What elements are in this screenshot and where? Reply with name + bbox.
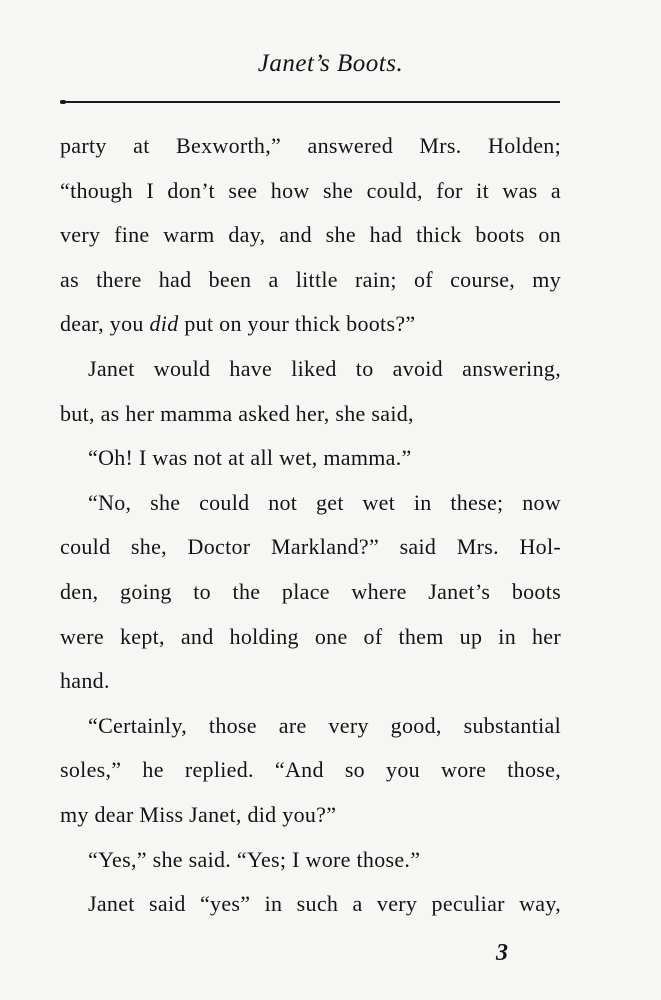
body-text xyxy=(60,124,561,927)
text-line: my dear Miss Janet, did you?” xyxy=(60,801,337,827)
text-segment: put on your thick boots?” xyxy=(184,311,416,337)
text-line: “though I don’t see how she could, for it was a xyxy=(60,177,561,203)
text-line: Janet would have liked to avoid answering, xyxy=(88,355,561,381)
text-line: “Yes,” she said. “Yes; I wore those.” xyxy=(88,846,421,872)
text-line: “No, she could not get wet in these; now xyxy=(88,489,561,515)
text-line: “Oh! I was not at all wet, mamma.” xyxy=(88,445,412,471)
text-line: but, as her mamma asked her, she said, xyxy=(60,400,414,426)
text-line: Janet said “yes” in such a very peculiar way, xyxy=(88,891,561,917)
text-line: could she, Doctor Markland?” said Mrs. Hol- xyxy=(60,534,561,560)
page-number: 3 xyxy=(496,940,508,966)
text-line: as there had been a little rain; of course, my xyxy=(60,266,561,292)
emphasis: did xyxy=(149,311,179,337)
text-line: party at Bexworth,” answered Mrs. Holden; xyxy=(60,133,561,158)
text-line: “Certainly, those are very good, substantial xyxy=(88,712,561,738)
text-segment: dear, you xyxy=(60,311,144,337)
text-line: hand. xyxy=(60,668,110,694)
text-line xyxy=(60,302,561,347)
text-line: were kept, and holding one of them up in her xyxy=(60,623,561,649)
running-title: Janet’s Boots. xyxy=(257,50,404,77)
text-line: very fine warm day, and she had thick boots on xyxy=(60,222,561,248)
text-line: den, going to the place where Janet’s boots xyxy=(60,578,561,604)
header-rule xyxy=(60,101,560,103)
text-line: soles,” he replied. “And so you wore those, xyxy=(60,757,561,783)
